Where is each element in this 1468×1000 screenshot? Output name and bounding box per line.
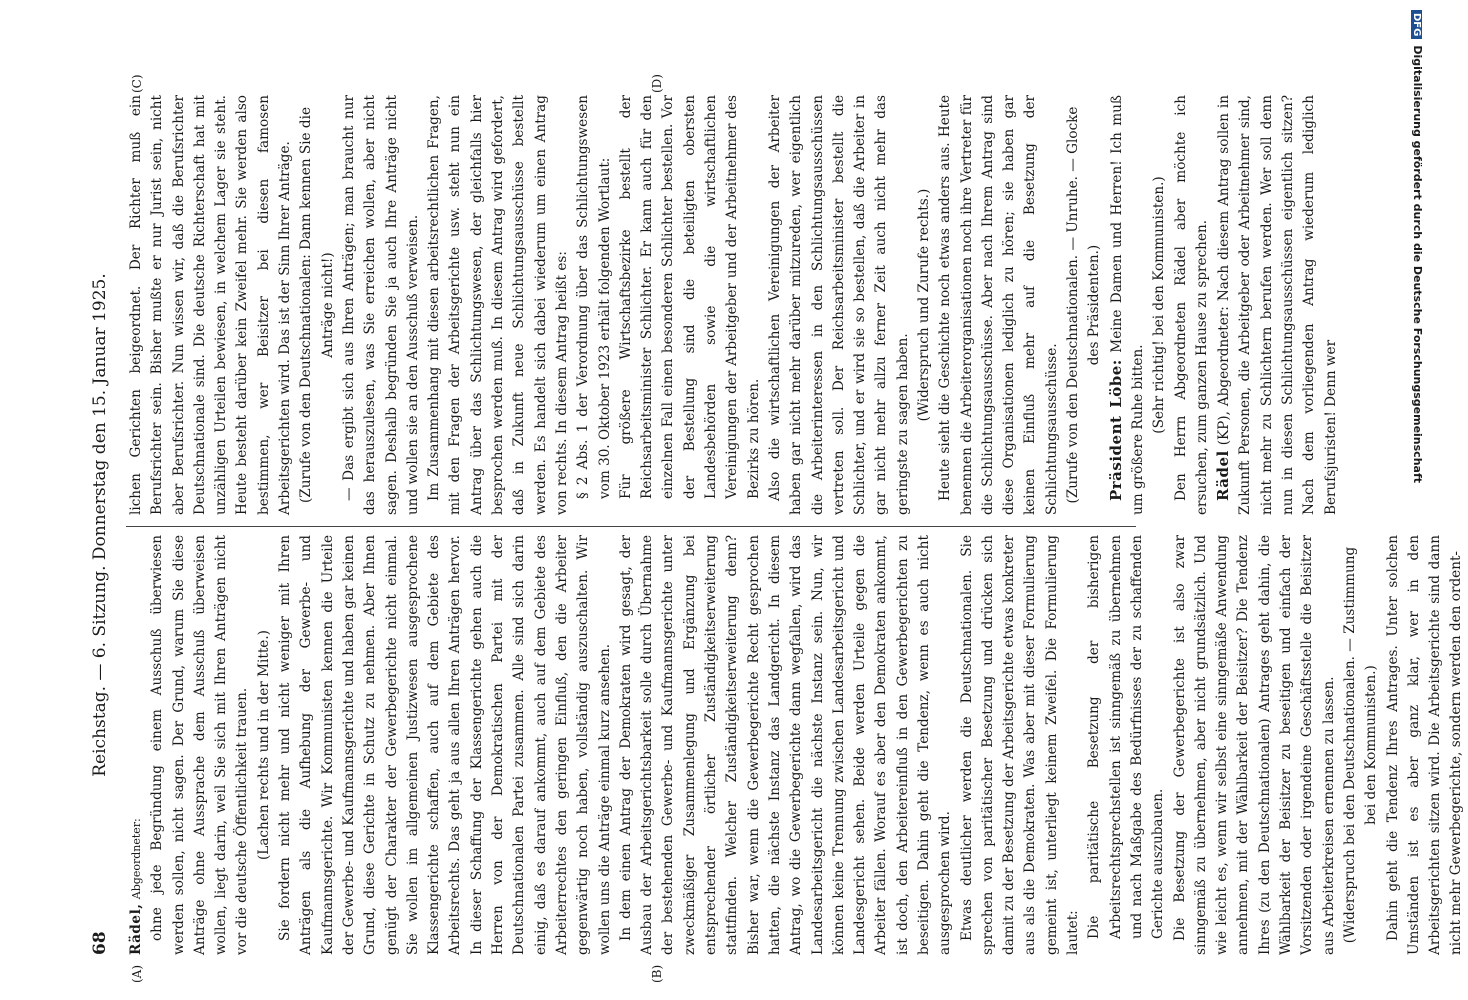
interjection: (Widerspruch und Zurufe rechts.) [915, 188, 932, 422]
column-divider [126, 526, 1136, 527]
page-number: 68 [90, 931, 110, 955]
body-paragraph: Also die wirtschaftlichen Vereinigungen der Arbeiter haben gar nicht mehr darüber mitzureden, wer eigentlich die Arbeiterinteressen in den Schlichtungsausschüssen vertreten soll. Der Reichsarbeitsminister bestellt die Schlichter, und er wird sie so bestellen, daß die Arbeiter in gar nicht mehr allzu ferner Zeit auch nicht mehr das geringste zu sagen haben. [766, 95, 911, 515]
speaker-note: Abgeordneter: [130, 818, 143, 900]
speaker-text: Meine Damen und Herren! Ich muß um größere Ruhe bitten. [1108, 95, 1146, 515]
running-title: Reichstag. — 6. Sitzung. Donnerstag den 15. Januar 1925. [90, 273, 110, 777]
dfg-logo: DFG [1411, 10, 1422, 39]
body-paragraph: In dem einen Antrag der Demokraten wird gesagt, der Ausbau der Arbeitsgerichtsbarkeit solle durch Übernahme der bestehenden Gewerbe- und Kaufmannsgerichte unter zweckmäßiger Zusammenlegung und Ergänzung bei entsprechender örtlicher Zuständigkeitserweiterung stattfinden. Welcher Zuständigkeitserweiterung denn? Bisher war, wenn die Gewerbegerichte Recht gesprochen hatten, die nächste Instanz das Landgericht. In diesem Antrag, wo die Gewerbegerichte dann wegfallen, wird das Landesarbeitsgericht die nächste Instanz sein. Nun, wir können keine Trennung zwischen Landesarbeitsgericht und Landesgericht sehen. Beide werden Urteile gegen die Arbeiter fällen. Worauf es aber den Demokraten ankommt, ist doch, den Arbeitereinfluß in den Gewerbegerichten zu beseitigen. Dahin geht die Tendenz, wenn es auch nicht ausgesprochen wird. [617, 535, 954, 955]
margin-mark-b: (B) [650, 964, 664, 983]
page-header [90, 95, 120, 955]
body-paragraph: ohne jede Begründung einem Ausschuß überwiesen werden sollen, nicht sagen. Der Grund, warum Sie diese Anträge ohne Aussprache dem Ausschuß überweisen wollen, liegt darin, weil Sie sich mit Ihren Anträgen nicht vor die deutsche Öffentlichkeit trauen. [149, 535, 251, 955]
left-text-column [126, 535, 1468, 955]
body-paragraph: lichen Gerichten beigeordnet. Der Richter muß ein Berufsrichter sein. Bisher mußte er nur Jurist sein, nicht aber Berufsrichter. Nun wissen wir, daß die Berufsrichter Deutschnationale sind. Die deutsche Richterschaft hat mit unzähligen Urteilen bewiesen, in welchem Lager sie steht. Heute besteht darüber kein Zweifel mehr. Sie werden also bestimmen, wer Beisitzer bei diesen famosen Arbeitsgerichten wird. Das ist der Sinn Ihrer Anträge. [128, 95, 294, 515]
interjection: (Lachen rechts und in der Mitte.) [255, 630, 272, 860]
quoted-text: § 2 Abs. 1 der Verordnung über das Schlichtungswesen vom 30. Oktober 1923 erhält folgenden Wortlaut: [575, 95, 613, 499]
body-paragraph: Heute sieht die Geschichte noch etwas anders aus. Heute benennen die Arbeiterorganisationen noch ihre Vertreter für die Schlichtungsausschüsse. Aber nach Ihrem Antrag sind diese Organisationen lediglich zu hören; sie haben gar keinen Einfluß mehr auf die Besetzung der Schlichtungsausschüsse. [937, 95, 1060, 515]
quoted-text: Für größere Wirtschaftsbezirke bestellt der Reichsarbeitsminister Schlichter. Er kann auch für den einzelnen Fall einen besonderen Schlichter bestellen. Vor der Bestellung sind die beteiligten obersten Landesbehörden sowie die wirtschaftlichen Vereinigungen der Arbeitgeber und der Arbeitnehmer des Bezirks zu hören. [617, 95, 762, 499]
speaker-name: Rädel, [128, 903, 144, 955]
body-paragraph: Im Zusammenhang mit diesen arbeitsrechtlichen Fragen, mit den Fragen der Arbeitsgerichte usw. steht nun ein Antrag über das Schlichtungswesen, der gleichfalls hier besprochen werden muß. In diesem Antrag wird gefordert, daß in Zukunft neue Schlichtungsausschüsse bestellt werden. Es handelt sich dabei wiederum um einen Antrag von rechts. In diesem Antrag heißt es: [426, 95, 570, 515]
digitization-credit [1402, 10, 1424, 990]
speaker-paragraph [1106, 95, 1150, 515]
body-paragraph: — Das ergibt sich aus Ihren Anträgen; man braucht nur das herauszulesen, was Sie erreichen wollen, aber nicht sagen. Deshalb begründen Sie ja auch Ihre Anträge nicht und wollen sie an den Ausschuß verweisen. [340, 95, 421, 515]
interjection: (Sehr richtig! bei den Kommunisten.) [1151, 176, 1168, 434]
margin-mark-c: (C) [130, 74, 144, 93]
credit-text: Digitalisierung gefördert durch die Deutsche Forschungsgemeinschaft [1411, 45, 1424, 484]
right-text-column [126, 95, 1342, 515]
margin-mark-a: (A) [130, 964, 144, 983]
speaker-heading [126, 535, 147, 955]
body-paragraph: Die Besetzung der Gewerbegerichte ist also zwar sinngemäß zu übernehmen, aber nicht grundsätzlich. Und wie leicht es, wenn wir selbst eine sinngemäße Anwendung annehmen, mit der Wählbarkeit der Beisitzer? Die Tendenz Ihres (zu den Deutschnationalen) Antrages geht dahin, die Wählbarkeit der Beisitzer zu beseitigen und einfach der Vorsitzenden oder irgendeine Geschäftsstelle die Beisitzer aus Arbeiterkreisen ernennen zu lassen. [1171, 535, 1337, 955]
body-paragraph: Etwas deutlicher werden die Deutschnationalen. Sie sprechen von paritätischer Besetzung und drücken sich damit zu der Besetzung der Arbeitsgerichte etwas konkreter aus als die Demokraten. Was aber mit dieser Formulierung gemeint ist, unterliegt keinem Zweifel. Die Formulierung lautet: [958, 535, 1082, 955]
interjection: (Widerspruch bei den Deutschnationalen. — Zustimmung bei den Kommunisten.) [1341, 546, 1380, 944]
speaker-text: (KP), Abgeordneter: Nach diesem Antrag sollen in Zukunft Personen, die Arbeitgeber oder Arbeitnehmer sind, nicht mehr zu Schlichtern berufen werden. Wer soll denn nun in diesen Schlichtungsausschüssen eigentlich sitzen? Nach dem vorliegenden Antrag wiederum lediglich Berufsjuristen! Denn wer [1216, 95, 1339, 515]
body-paragraph: Den Herrn Abgeordneten Rädel aber möchte ich ersuchen, zum ganzen Hause zu sprechen. [1172, 95, 1210, 515]
speaker-name: Rädel [1214, 450, 1233, 501]
interjection: (Zurufe von den Deutschnationalen: Dann kennen Sie die Anträge nicht!) [298, 106, 336, 504]
interjection: (Zurufe von den Deutschnationalen. — Unruhe. — Glocke des Präsidenten.) [1065, 106, 1103, 504]
quoted-text: Die paritätische Besetzung der bisherigen Arbeitsrechtsprechstellen ist sinngemäß zu übernehmen und nach Maßgabe des Bedürfnisses der zu schaffenden Gerichte auszubauen. [1086, 535, 1167, 939]
body-paragraph: Dahin geht die Tendenz Ihres Antrages. Unter solchen Umständen ist es aber ganz klar, wer in den Arbeitsgerichten sitzen wird. Die Arbeitsgerichte sind dann nicht mehr Gewerbegerichte, sondern werden den ordent- [1384, 535, 1465, 955]
margin-mark-d: (D) [650, 74, 664, 93]
body-paragraph: Sie fordern nicht mehr und nicht weniger mit Ihren Anträgen als die Aufhebung der Gewerbe- und Kaufmannsgerichte. Wir Kommunisten kennen die Urteile der Gewerbe- und Kaufmannsgerichte und haben gar keinen Grund, diese Gerichte in Schutz zu nehmen. Aber Ihnen genügt der Charakter der Gewerbegerichte nicht einmal. Sie wollen im allgemeinen Justizwesen ausgesprochene Klassengerichte schaffen, auch auf dem Gebiete des Arbeitsrechts. Das geht ja aus allen Ihren Anträgen hervor. In dieser Schaffung der Klassengerichte gehen auch die Herren von der Demokratischen Partei mit der Deutschnationalen Partei zusammen. Alle sind sich darin einig, daß es darauf ankommt, auch auf dem Gebiete des Arbeiterrechtes den geringen Einfluß, den die Arbeiter gegenwärtig noch haben, vollständig auszuschalten. Wir wollen uns die Anträge einmal kurz ansehen. [277, 535, 613, 955]
speaker-name: Präsident Löbe: [1106, 359, 1125, 501]
speaker-paragraph [1213, 95, 1342, 515]
